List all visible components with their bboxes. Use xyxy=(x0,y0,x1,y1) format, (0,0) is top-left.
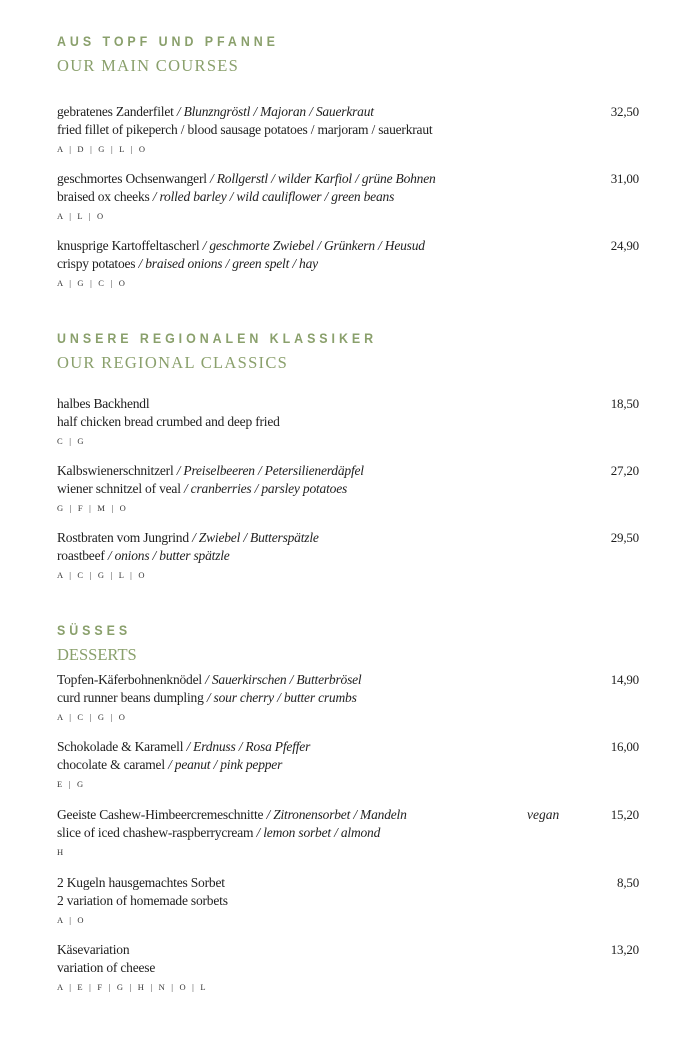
item-allergens: E | G xyxy=(57,779,86,789)
menu-item xyxy=(57,395,647,447)
item-name-en: half chicken bread crumbed and deep fried xyxy=(57,414,280,429)
item-name-en: braised ox cheeks / rolled barley / wild cauliflower / green beans xyxy=(57,189,395,204)
item-name-en: variation of cheese xyxy=(57,960,156,975)
section-subtitle: DESSERTS xyxy=(57,645,137,664)
item-price: 13,20 xyxy=(610,942,639,957)
item-price: 27,20 xyxy=(610,463,639,478)
item-price: 29,50 xyxy=(610,530,639,545)
item-allergens: C | G xyxy=(57,436,86,446)
item-name-de: 2 Kugeln hausgemachtes Sorbet xyxy=(57,875,225,890)
item-name-de: Topfen-Käferbohnenknödel / Sauerkirschen / Butterbrösel xyxy=(57,672,362,687)
item-allergens: A | C | G | O xyxy=(57,712,128,722)
item-name-en: fried fillet of pikeperch / blood sausage potatoes / marjoram / sauerkraut xyxy=(57,122,433,137)
item-name-de: Rostbraten vom Jungrind / Zwiebel / Butterspätzle xyxy=(57,530,319,545)
item-allergens: A | D | G | L | O xyxy=(57,144,148,154)
item-name-en: crispy potatoes / braised onions / green spelt / hay xyxy=(57,256,318,271)
item-allergens: H xyxy=(57,847,66,857)
item-allergens: A | O xyxy=(57,915,86,925)
section-desserts xyxy=(57,623,647,665)
menu-item xyxy=(57,529,647,581)
item-name-de: knusprige Kartoffeltascherl / geschmorte Zwiebel / Grünkern / Heusud xyxy=(57,238,425,253)
item-allergens: A | E | F | G | H | N | O | L xyxy=(57,982,208,992)
items-regional-classics xyxy=(57,395,647,595)
item-name-en: chocolate & caramel / peanut / pink pepper xyxy=(57,757,283,772)
menu-item xyxy=(57,806,647,858)
menu-item xyxy=(57,671,647,723)
item-name-en: roastbeef / onions / butter spätzle xyxy=(57,548,230,563)
item-price: 31,00 xyxy=(610,171,639,186)
item-allergens: A | C | G | L | O xyxy=(57,570,147,580)
section-subtitle: OUR MAIN COURSES xyxy=(57,56,240,75)
menu-item xyxy=(57,874,647,926)
item-allergens: A | G | C | O xyxy=(57,278,128,288)
item-name-de: Käsevariation xyxy=(57,942,130,957)
item-name-en: slice of iced chashew-raspberrycream / lemon sorbet / almond xyxy=(57,825,381,840)
item-price: 8,50 xyxy=(617,875,639,890)
menu-item xyxy=(57,170,647,222)
item-price: 32,50 xyxy=(610,104,639,119)
section-subtitle: OUR REGIONAL CLASSICS xyxy=(57,353,289,372)
section-regional-classics xyxy=(57,331,647,373)
item-name-de: geschmortes Ochsenwangerl / Rollgerstl / wilder Karfiol / grüne Bohnen xyxy=(57,171,436,186)
menu-item xyxy=(57,738,647,790)
section-main-courses xyxy=(57,34,647,76)
menu-item xyxy=(57,941,647,993)
item-price: 16,00 xyxy=(610,739,639,754)
item-name-de: Kalbswienerschnitzerl / Preiselbeeren / Petersilienerdäpfel xyxy=(57,463,364,478)
section-title: AUS TOPF UND PFANNE xyxy=(57,34,279,49)
item-price: 24,90 xyxy=(610,238,639,253)
item-name-en: curd runner beans dumpling / sour cherry / butter crumbs xyxy=(57,690,357,705)
item-name-de: halbes Backhendl xyxy=(57,396,150,411)
item-price: 15,20 xyxy=(610,807,639,822)
item-allergens: A | L | O xyxy=(57,211,106,221)
item-name-en: wiener schnitzel of veal / cranberries / parsley potatoes xyxy=(57,481,348,496)
section-title: UNSERE REGIONALEN KLASSIKER xyxy=(57,331,378,346)
item-name-en: 2 variation of homemade sorbets xyxy=(57,893,228,908)
section-title: SÜSSES xyxy=(57,623,132,638)
items-main-courses xyxy=(57,103,647,303)
item-allergens: G | F | M | O xyxy=(57,503,129,513)
item-name-de: gebratenes Zanderfilet / Blunzngröstl / Majoran / Sauerkraut xyxy=(57,104,374,119)
item-price: 14,90 xyxy=(610,672,639,687)
menu-item xyxy=(57,103,647,155)
menu-item xyxy=(57,462,647,514)
vegan-tag: vegan xyxy=(527,807,560,822)
items-desserts xyxy=(57,671,647,1011)
menu-item xyxy=(57,237,647,289)
item-name-de: Schokolade & Karamell / Erdnuss / Rosa Pfeffer xyxy=(57,739,311,754)
item-price: 18,50 xyxy=(610,396,639,411)
item-name-de: Geeiste Cashew-Himbeercremeschnitte / Zitronensorbet / Mandeln xyxy=(57,807,407,822)
